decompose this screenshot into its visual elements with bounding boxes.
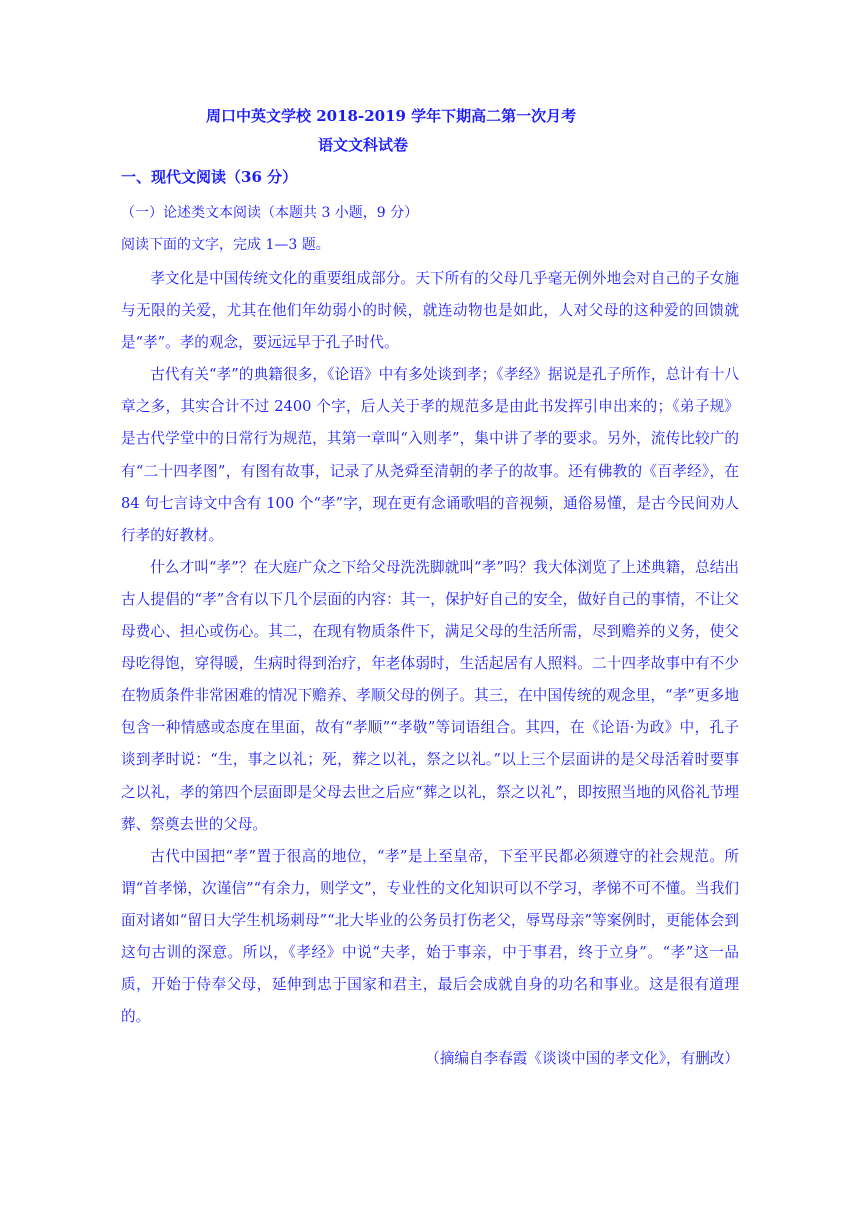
article-paragraph-4: 古代中国把“孝”置于很高的地位，“孝”是上至皇帝，下至平民都必须遵守的社会规范。所谓“首孝悌，次谨信”“有余力，则学文”，专业性的文化知识可以不学习，孝悌不可不懂。当我们面对诸如“留日大学生机场刺母”“北大毕业的公务员打伤老父，辱骂母亲”等案例时，更能体会到这句古训的深意。所以，《孝经》中说“夫孝，始于事亲，中于事君，终于立身”。“孝”这一品质，开始于侍奉父母，延伸到忠于国家和君主，最后会成就自身的功名和事业。这是很有道理的。 [121, 847, 739, 1026]
subsection-heading: （一）论述类文本阅读（本题共 3 小题，9 分） [121, 205, 419, 221]
exam-title: 周口中英文学校 2018-2019 学年下期高二第一次月考 [206, 107, 577, 125]
article-paragraph-1: 孝文化是中国传统文化的重要组成部分。天下所有的父母几乎毫无例外地会对自己的子女施与无限的关爱，尤其在他们年幼弱小的时候，就连动物也是如此，人对父母的这种爱的回馈就是“孝”。孝的观念，要远远早于孔子时代。 [121, 270, 739, 352]
article-paragraph-2: 古代有关“孝”的典籍很多，《论语》中有多处谈到孝；《孝经》据说是孔子所作，总计有十八章之多，其实合计不过 2400 个字，后人关于孝的规范多是由此书发挥引申出来的；《弟子规》是古代学堂中的日常行为规范，其第一章叫“入则孝”，集中讲了孝的要求。另外，流传比较广的有“二十四孝图”，有图有故事，记录了从尧舜至清朝的孝子的故事。还有佛教的《百孝经》，在 84 句七言诗文中含有 100 个“孝”字，现在更有念诵歌唱的音视频，通俗易懂，是古今民间劝人行孝的好教材。 [121, 366, 739, 544]
article-paragraph-3: 什么才叫“孝”？在大庭广众之下给父母洗洗脚就叫“孝”吗？我大体浏览了上述典籍，总结出古人提倡的“孝”含有以下几个层面的内容：其一，保护好自己的安全，做好自己的事情，不让父母费心、担心或伤心。其二，在现有物质条件下，满足父母的生活所需，尽到赡养的义务，使父母吃得饱，穿得暖，生病时得到治疗，年老体弱时，生活起居有人照料。二十四孝故事中有不少在物质条件非常困难的情况下赡养、孝顺父母的例子。其三，在中国传统的观念里，“孝”更多地包含一种情感或态度在里面，故有“孝顺”“孝敬”等词语组合。其四，在《论语·为政》中，孔子谈到孝时说：“生，事之以礼；死，葬之以礼，祭之以礼。”以上三个层面讲的是父母活着时要事之以礼，孝的第四个层面即是父母去世之后应“葬之以礼，祭之以礼”，即按照当地的风俗礼节埋葬、祭奠去世的父母。 [121, 558, 739, 833]
reading-instruction: 阅读下面的文字，完成 1—3 题。 [121, 237, 330, 253]
exam-subtitle: 语文文科试卷 [318, 136, 409, 154]
article-source: （摘编自李春霞《谈谈中国的孝文化》，有删改） [425, 1050, 739, 1067]
section-heading: 一、现代文阅读（36 分） [121, 168, 298, 186]
article-body [121, 263, 739, 1033]
